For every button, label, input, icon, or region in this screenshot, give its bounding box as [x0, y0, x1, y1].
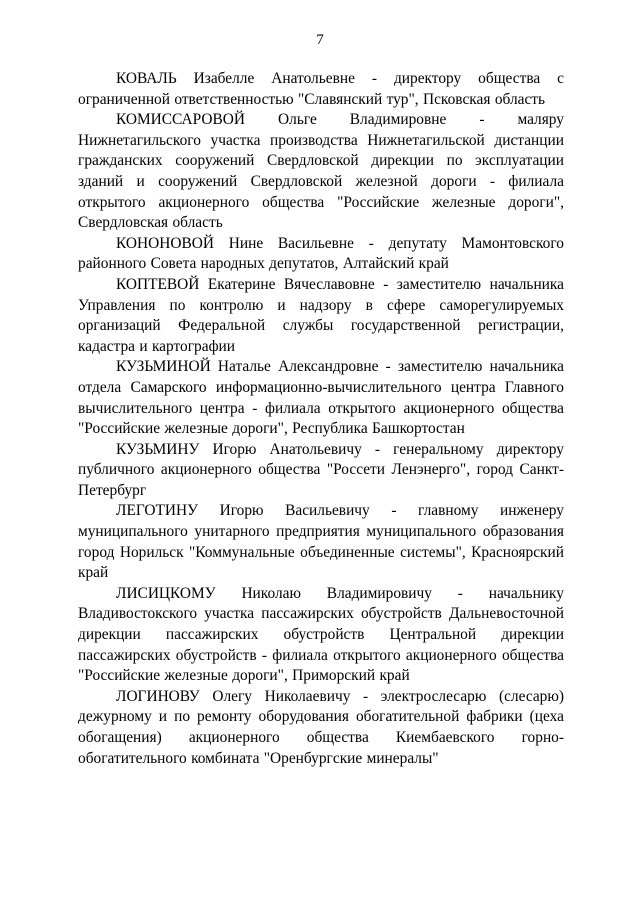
award-entry-kopteva: КОПТЕВОЙ Екатерине Вячеславовне - заместителю начальника Управления по контролю и надзору в сфере саморегулируемых организаций Федеральной службы государственной регистрации, кадастра и картографии	[78, 275, 564, 355]
award-entry-legotin: ЛЕГОТИНУ Игорю Васильевичу - главному инженеру муниципального унитарного предприятия муниципального образования город Норильск "Коммунальные объединенные системы", Красноярский край	[78, 502, 564, 582]
award-entry-kuzmina: КУЗЬМИНОЙ Наталье Александровне - заместителю начальника отдела Самарского информационно-вычислительного центра Главного вычислительного центра - филиала открытого акционерного общества "Российские железные дороги", Республика Башкортостан	[78, 358, 564, 438]
award-entry-loginov: ЛОГИНОВУ Олегу Николаевичу - электрослесарю (слесарю) дежурному и по ремонту оборудования обогатительной фабрики (цеха обогащения) акционерного общества Киембаевского горно-обогатительного комбината "Оренбургские минералы"	[78, 687, 564, 767]
award-entry-koval: КОВАЛЬ Изабелле Анатольевне - директору общества с ограниченной ответственностью "Славянский тур", Псковская область	[78, 70, 564, 108]
award-entry-kuzmin: КУЗЬМИНУ Игорю Анатольевичу - генеральному директору публичного акционерного общества "Россети Ленэнерго", город Санкт-Петербург	[78, 440, 564, 499]
award-list	[78, 69, 564, 769]
award-entry-komissarova: КОМИССАРОВОЙ Ольге Владимировне - маляру Нижнетагильского участка производства Нижнетагильской дистанции гражданских сооружений Свердловской дирекции по эксплуатации зданий и сооружений Свердловской железной дороги - филиала открытого акционерного общества "Российские железные дороги", Свердловская область	[78, 111, 564, 232]
page-number: 7	[316, 32, 324, 48]
award-entry-lisitsky: ЛИСИЦКОМУ Николаю Владимировичу - начальнику Владивостокского участка пассажирских обустройств Дальневосточной дирекции пассажирских обустройств Центральной дирекции пассажирских обустройств - филиала открытого акционерного общества "Российские железные дороги", Приморский край	[78, 584, 564, 685]
award-entry-kononova: КОНОНОВОЙ Нине Васильевне - депутату Мамонтовского районного Совета народных депутатов, Алтайский край	[78, 234, 564, 273]
